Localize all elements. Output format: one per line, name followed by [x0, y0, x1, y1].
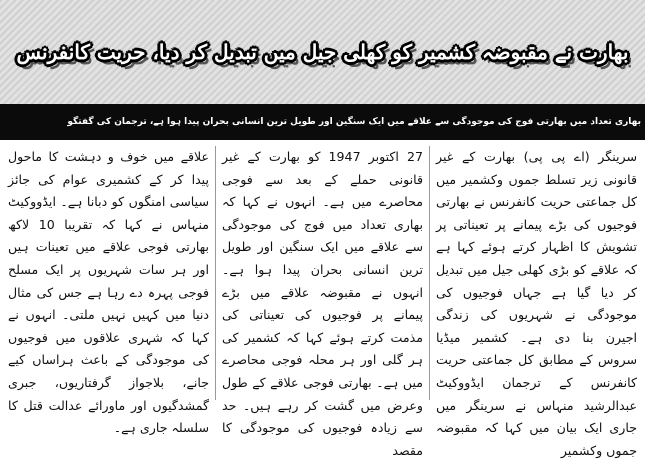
column-3-text: علاقے میں خوف و دہشت کا ماحول پیدا کر کے کشمیری عوام کی جائز سیاسی امنگوں کو دبانا ہے۔ ایڈووکیٹ منہاس نے کہا کہ تقریبا 10 لاکھ بھارتی فوجی علاقے میں تعینات ہیں اور ہر سات شہریوں پر ایک مسلح فوجی پہرہ دے رہا ہے جس کی مثال دنیا میں کہیں نہیں ملتی۔ انہوں نے کہا کہ شہری علاقوں میں فوجیوں کی موجودگی کے باعث ہراساں کیے جانے، بلاجواز گرفتاریوں، جبری گمشدگیوں اور ماورائے عدالت قتل کا سلسلہ جاری ہے۔: [8, 149, 210, 436]
article-column-3: [2, 146, 216, 436]
article-column-2: [216, 146, 430, 458]
subheadline-band: [0, 104, 645, 140]
article-column-1: [430, 146, 643, 458]
subheadline: بھاری تعداد میں بھارتی فوج کی موجودگی سے علاقے میں ایک سنگین اور طویل ترین انسانی بحران پیدا ہوا ہے، ترجمان کی گفتگو: [67, 116, 641, 127]
headline: بھارت نے مقبوضہ کشمیر کو کھلی جیل میں تبدیل کر دیا، حریت کانفرنس: [16, 40, 629, 64]
article-body: [0, 142, 645, 458]
column-1-text: سرینگر (اے پی پی) بھارت کے غیر قانونی زیر تسلط جموں وکشمیر میں کل جماعتی حریت کانفرنس نے بھارتی فوجیوں کی بڑے پیمانے پر تعیناتی پر تشویش کا اظہار کرتے ہوئے کہا ہے کہ علاقے کو بڑی کھلی جیل میں تبدیل کر دیا گیا ہے جہاں فوجیوں کی موجودگی نے شہریوں کی زندگی اجیرن بنا دی ہے۔ کشمیر میڈیا سروس کے مطابق کل جماعتی حریت کانفرنس کے ترجمان ایڈووکیٹ عبدالرشید منہاس نے سرینگر میں جاری ایک بیان میں کہا کہ مقبوضہ جموں وکشمیر: [436, 149, 637, 458]
headline-band: [0, 0, 645, 104]
column-2-text: 27 اکتوبر 1947 کو بھارت کے غیر قانونی حملے کے بعد سے فوجی محاصرے میں ہے۔ انہوں نے کہا کہ بھاری تعداد میں فوج کی موجودگی سے علاقے میں ایک سنگین اور طویل ترین انسانی بحران پیدا ہوا ہے۔ انہوں نے مقبوضہ علاقے میں بڑے پیمانے پر فوجیوں کی تعیناتی کی مذمت کرتے ہوئے کہا کہ کشمیر کی ہر گلی اور ہر محلہ فوجی محاصرے میں ہے۔ بھارتی فوجی علاقے کے طول وعرض میں گشت کر رہے ہیں۔ حد سے زیادہ فوجیوں کی موجودگی کا مقصد: [222, 149, 423, 458]
